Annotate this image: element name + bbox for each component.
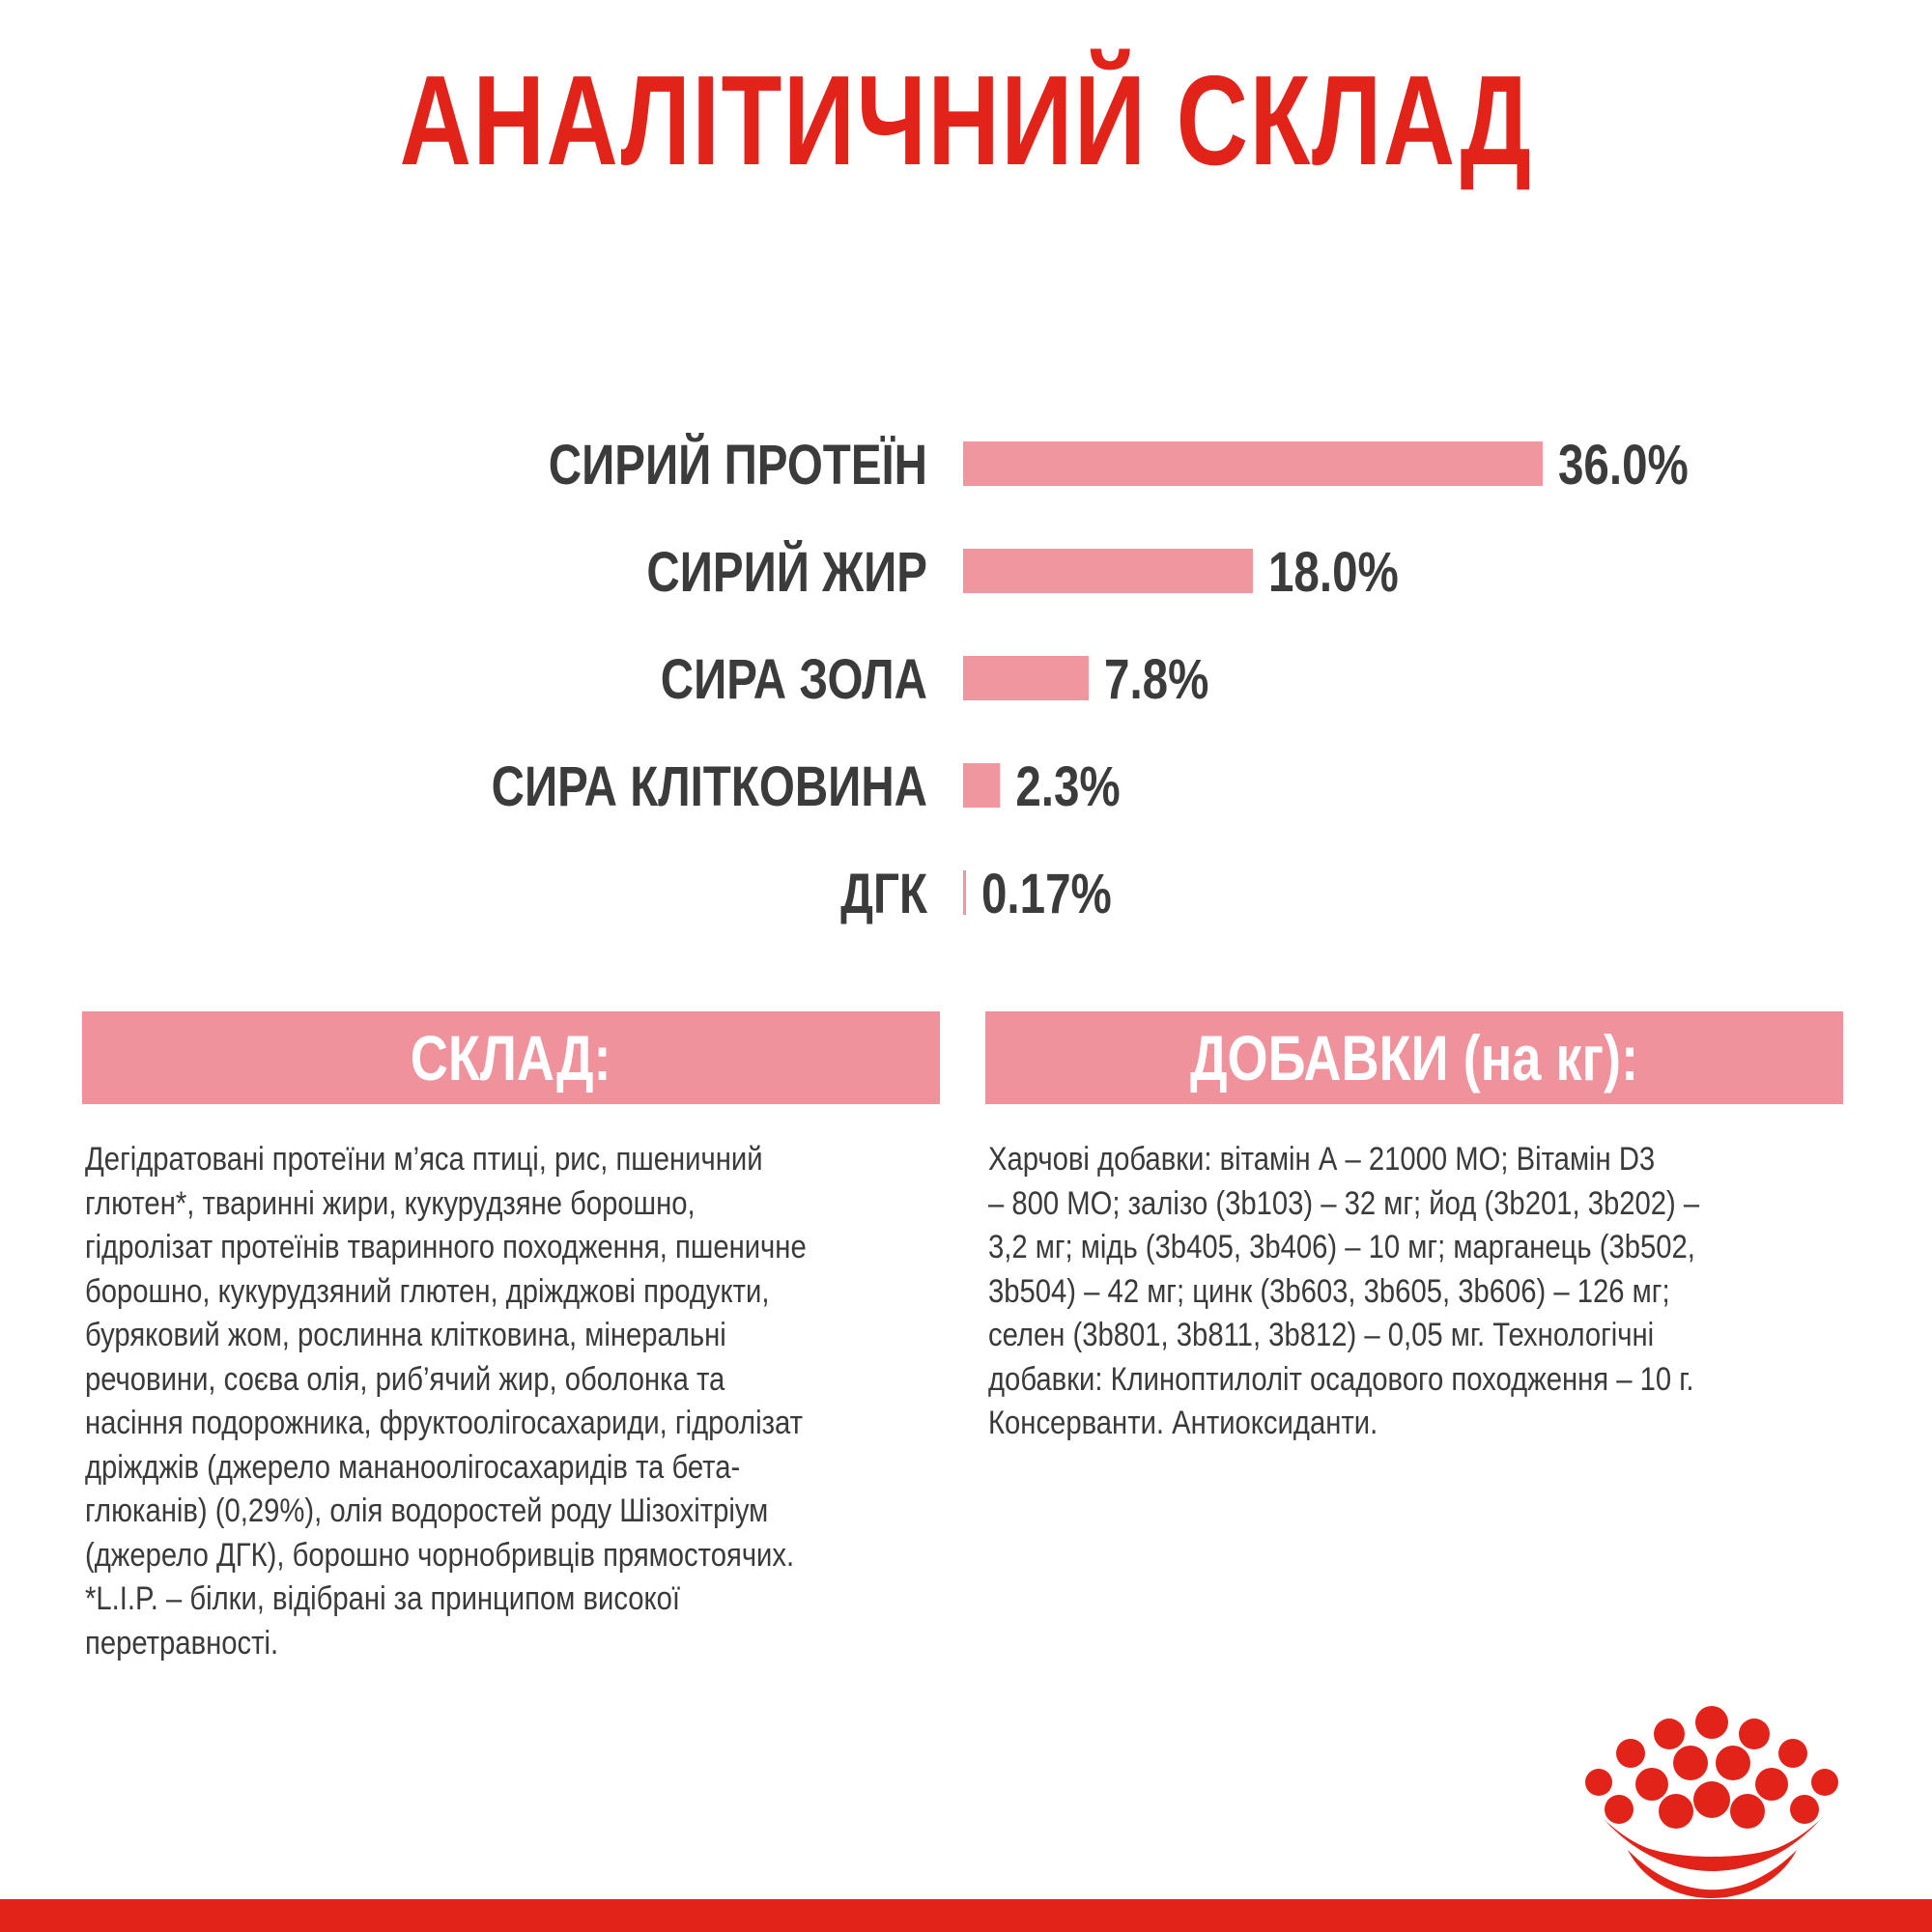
crown-dot: [1790, 1795, 1819, 1824]
additives-header: [985, 1011, 1843, 1104]
crown-dot: [1695, 1706, 1728, 1739]
text-line: буряковий жом, рослинна клітковина, мінеральні: [85, 1317, 726, 1353]
crown-dot: [1739, 1719, 1770, 1749]
text-line: глютен*, тваринні жири, кукурудзяне борошно,: [85, 1184, 696, 1222]
additives-header-label: ДОБАВКИ (на кг):: [1189, 1022, 1639, 1094]
page-title: АНАЛІТИЧНИЙ СКЛАД: [399, 49, 1533, 191]
crown-dot: [1693, 1781, 1730, 1818]
text-line: Консерванти. Антиоксиданти.: [988, 1405, 1378, 1441]
crown-dot: [1605, 1795, 1634, 1824]
crown-dot: [1730, 1794, 1765, 1829]
crown-dot: [1635, 1768, 1668, 1801]
bar: [963, 763, 1000, 808]
text-line: гідролізат протеїнів тваринного походження, пшеничне: [85, 1229, 807, 1265]
text-line: Дегідратовані протеїни м’яса птиці, рис, пшеничний: [85, 1141, 763, 1178]
crown-icon: [1575, 1705, 1850, 1922]
text-line: перетравності.: [85, 1624, 279, 1662]
value-label: 2.3%: [1015, 755, 1121, 819]
composition-header-label: СКЛАД:: [411, 1022, 611, 1094]
text-line: 3,2 мг; мідь (3b405, 3b406) – 10 мг; марганець (3b502,: [988, 1229, 1695, 1265]
category-label: СИРИЙ ПРОТЕЇН: [548, 434, 928, 497]
crown-dot: [1716, 1746, 1750, 1780]
composition-header: [82, 1011, 940, 1104]
bar: [963, 870, 966, 915]
crown-dot: [1811, 1769, 1838, 1796]
text-line: речовини, соєва олія, риб’ячий жир, оболонка та: [85, 1360, 725, 1398]
crown-band: [1604, 1819, 1821, 1871]
additives-text: [988, 1138, 1828, 1446]
category-label: СИРА КЛІТКОВИНА: [491, 755, 928, 819]
crown-dot: [1616, 1739, 1645, 1768]
text-line: дріжджів (джерело мананоолігосахаридів та бета-: [85, 1448, 741, 1486]
crown-dot: [1654, 1719, 1685, 1749]
value-label: 0.17%: [981, 863, 1112, 926]
bar: [963, 549, 1253, 593]
crown-dot: [1673, 1746, 1708, 1780]
bottom-brand-bar: [0, 1899, 1932, 1932]
crown-dot: [1585, 1769, 1612, 1796]
crown-dot: [1778, 1739, 1807, 1768]
value-label: 36.0%: [1558, 434, 1689, 497]
value-label: 18.0%: [1268, 541, 1399, 605]
bar: [963, 441, 1543, 486]
category-label: СИРА ЗОЛА: [660, 648, 928, 712]
category-label: СИРИЙ ЖИР: [646, 541, 928, 605]
text-line: селен (3b801, 3b811, 3b812) – 0,05 мг. Технологічні: [988, 1317, 1655, 1353]
text-line: насіння подорожника, фруктоолігосахариди, гідролізат: [85, 1405, 804, 1441]
text-line: борошно, кукурудзяний глютен, дріжджові продукти,: [85, 1272, 770, 1310]
bar: [963, 656, 1089, 700]
text-line: (джерело ДГК), борошно чорнобривців прямостоячих.: [85, 1536, 795, 1574]
category-label: ДГК: [840, 863, 927, 926]
text-line: добавки: Клиноптилоліт осадового походження – 10 г.: [988, 1360, 1694, 1398]
nutrient-bar-chart: [0, 406, 1932, 947]
text-line: *L.I.P. – білки, відібрані за принципом високої: [85, 1580, 681, 1617]
crown-dot: [1659, 1794, 1693, 1829]
text-line: – 800 МО; залізо (3b103) – 32 мг; йод (3b201, 3b202) –: [988, 1184, 1700, 1222]
text-line: глюканів) (0,29%), олія водоростей роду Шізохітріум: [85, 1492, 769, 1529]
composition-text: [85, 1138, 924, 1665]
text-line: 3b504) – 42 мг; цинк (3b603, 3b605, 3b606) – 126 мг;: [988, 1272, 1670, 1310]
crown-dot: [1755, 1768, 1788, 1801]
text-line: Харчові добавки: вітамін А – 21000 МО; Вітамін D3: [988, 1141, 1656, 1178]
value-label: 7.8%: [1104, 648, 1209, 712]
